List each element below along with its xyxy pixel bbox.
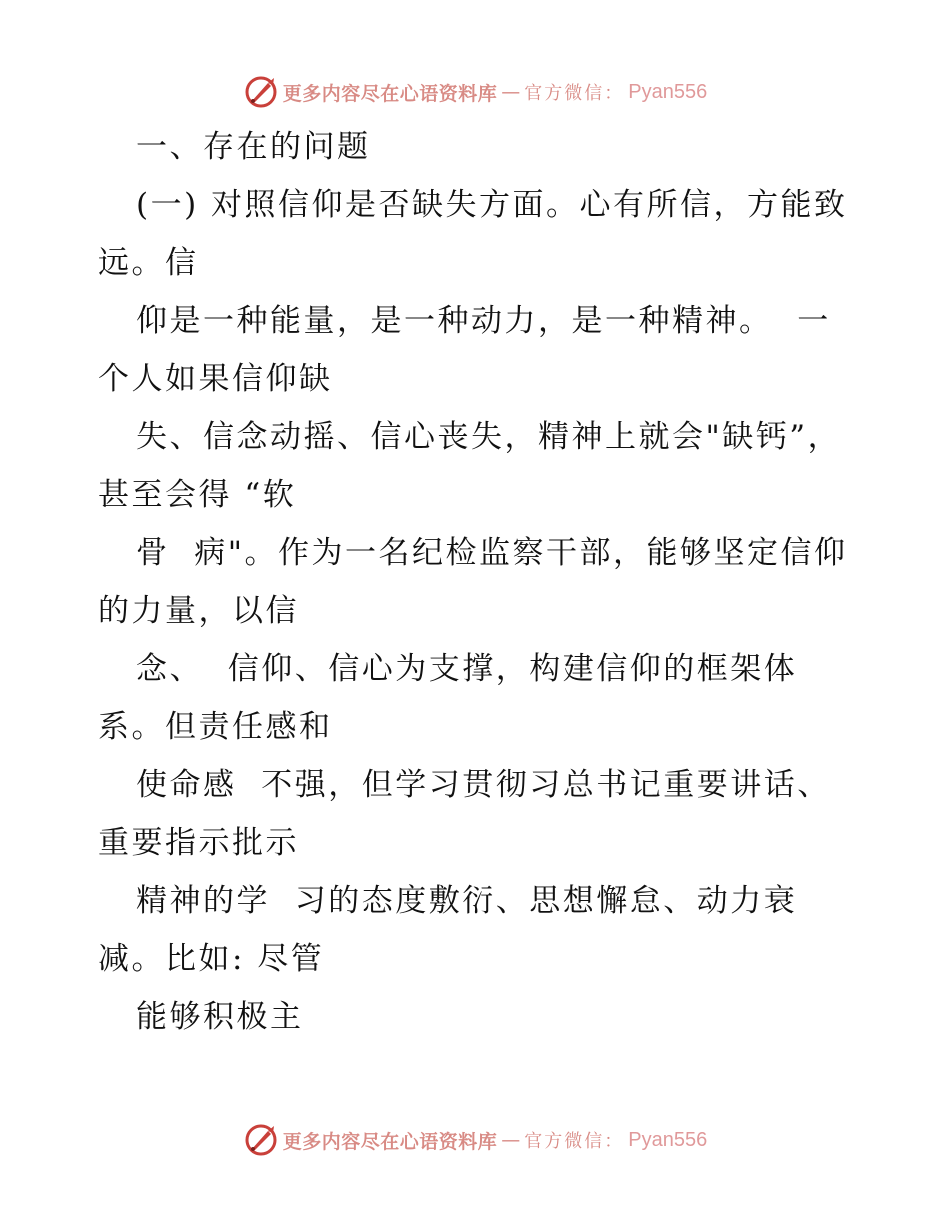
text-line: 减。比如: 尽管: [98, 941, 325, 977]
text-line: 仰是一种能量，是一种动力，是一种精神。 一: [136, 303, 831, 339]
text-line: 精神的学 习的态度敷衍、思想懈怠、动力衰: [136, 883, 798, 919]
text-line: 念、 信仰、信心为支撑，构建信仰的框架体: [136, 651, 798, 687]
watermark-separator: —: [501, 81, 521, 103]
text-line: 使命感 不强，但学习贯彻习总书记重要讲话、: [136, 767, 831, 803]
text-line: 重要指示批示: [98, 825, 299, 861]
page-footer-watermark: [0, 1118, 950, 1162]
quill-logo-icon: [243, 74, 279, 110]
section-heading: 一、存在的问题: [136, 129, 371, 165]
quill-logo-icon: [243, 1122, 279, 1158]
watermark-handle: Pyan556: [628, 1128, 708, 1151]
watermark-handle: Pyan556: [628, 80, 708, 103]
page-header-watermark: [0, 70, 950, 114]
text-line: 的力量，以信: [98, 593, 299, 629]
text-line: 远。信: [98, 245, 199, 281]
watermark-label: 官方微信：: [524, 1131, 625, 1152]
watermark-label: 官方微信：: [524, 83, 625, 104]
text-line: 个人如果信仰缺: [98, 361, 333, 397]
document-body: [98, 118, 858, 1046]
text-line: (一) 对照信仰是否缺失方面。心有所信，方能致: [136, 187, 848, 223]
text-line: 甚至会得 “软: [98, 477, 297, 513]
watermark-separator: —: [501, 1129, 521, 1151]
text-line: 失、信念动摇、信心丧失，精神上就会"缺钙”，: [136, 419, 842, 455]
watermark-title: 更多内容尽在心语资料库: [282, 1130, 498, 1153]
text-line: 系。但责任感和: [98, 709, 333, 745]
text-line: 能够积极主: [136, 999, 304, 1035]
text-line: 骨 病"。作为一名纪检监察干部，能够坚定信仰: [136, 535, 848, 571]
watermark: [243, 1122, 707, 1158]
watermark-title: 更多内容尽在心语资料库: [282, 82, 498, 105]
watermark: [243, 74, 707, 110]
